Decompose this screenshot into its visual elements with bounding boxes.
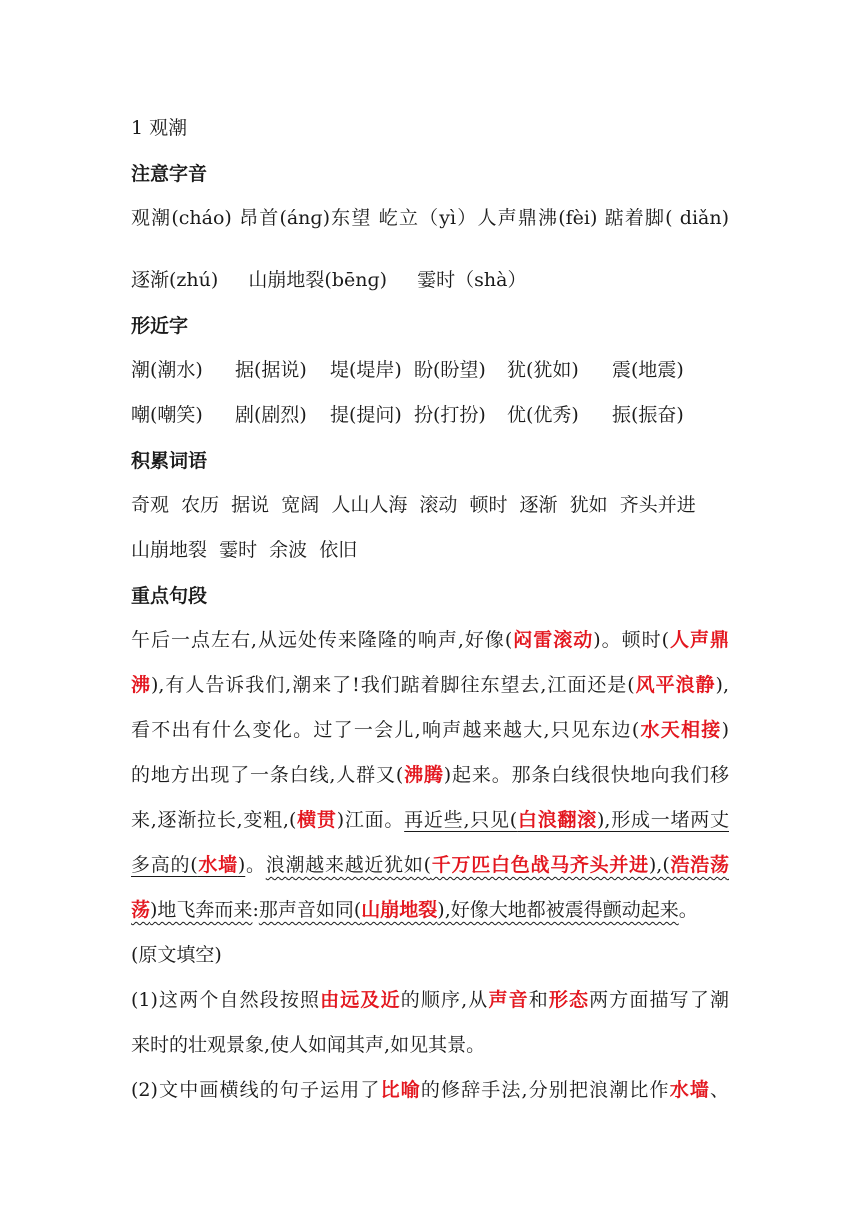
pinyin-item: 观潮(cháo) xyxy=(131,207,232,229)
similar-char-item: 据(据说) xyxy=(235,359,307,381)
similar-char-item: 潮(潮水) xyxy=(131,359,203,381)
similar-char-item: 堤(堤岸) xyxy=(330,359,402,381)
passage-text: ),形成一堵两丈 xyxy=(596,809,729,831)
answer-text: 横贯 xyxy=(296,809,337,831)
similar-char-item: 剧(剧烈) xyxy=(235,404,307,426)
underlined-sentence xyxy=(404,809,729,831)
fill-note: (原文填空) xyxy=(131,944,222,966)
passage-text: )。顿时( xyxy=(593,629,670,651)
passage-line-2 xyxy=(131,673,729,697)
underlined-sentence xyxy=(131,854,245,876)
passage-text: ) xyxy=(237,854,246,876)
similar-char-item: 嘲(嘲笑) xyxy=(131,404,203,426)
answer-text: 声音 xyxy=(488,989,529,1011)
passage-text: ),( xyxy=(648,854,670,876)
heading-similar-chars: 形近字 xyxy=(131,315,189,337)
answer-text: 水墙 xyxy=(197,854,238,876)
answer-text: 人声鼎 xyxy=(669,629,729,651)
passage-text: 来,逐渐拉长,变粗,( xyxy=(131,809,297,831)
passage-text: )地飞奔而来 xyxy=(150,899,253,921)
wavy-underlined-sentence xyxy=(259,899,679,921)
wavy-underlined-sentence xyxy=(266,854,729,876)
passage-text: 。 xyxy=(678,899,698,921)
answer-text: 闷雷滚动 xyxy=(512,629,594,651)
passage-text: 浪潮越来越近犹如( xyxy=(265,854,432,876)
heading-pronunciation: 注意字音 xyxy=(131,163,208,185)
passage-text: 午后一点左右,从远处传来隆隆的响声,好像( xyxy=(131,629,513,651)
wavy-underlined-sentence xyxy=(131,899,252,921)
pinyin-item: 山崩地裂(bēnɡ) xyxy=(248,269,388,291)
similar-char-item: 提(提问) xyxy=(330,404,402,426)
question-1-line-2: 来时的壮观景象,使人如闻其声,如见其景。 xyxy=(131,1034,486,1056)
vocabulary-line-1: 奇观 农历 据说 宽阔 人山人海 滚动 顿时 逐渐 犹如 齐头并进 xyxy=(131,494,696,516)
answer-text: 水天相接 xyxy=(639,719,722,741)
answer-text: 浩浩荡 xyxy=(669,854,729,876)
passage-text: ),有人告诉我们,潮来了!我们踮着脚往东望去,江面还是( xyxy=(150,674,635,696)
passage-text: 多高的( xyxy=(131,854,198,876)
pinyin-item: 昂首(ánɡ)东望 xyxy=(239,207,372,229)
passage-text: ) xyxy=(721,719,729,741)
similar-char-item: 盼(盼望) xyxy=(414,359,486,381)
answer-text: 千万匹白色战马齐头并进 xyxy=(431,854,649,876)
heading-vocabulary: 积累词语 xyxy=(131,450,208,472)
answer-text: 沸腾 xyxy=(403,764,444,786)
passage-line-6 xyxy=(131,853,729,877)
question-text: 两方面描写了潮 xyxy=(589,989,729,1011)
passage-line-1 xyxy=(131,628,729,652)
passage-text: ),好像大地都被震得颤动起来 xyxy=(437,899,679,921)
vocabulary-line-2: 山崩地裂 霎时 余波 依旧 xyxy=(131,539,358,561)
answer-text: 比喻 xyxy=(380,1079,421,1101)
passage-line-5 xyxy=(131,808,729,832)
answer-text: 由远及近 xyxy=(320,989,401,1011)
heading-key-passage: 重点句段 xyxy=(131,585,208,607)
similar-char-item: 振(振奋) xyxy=(612,404,684,426)
question-1-line-1 xyxy=(131,988,729,1012)
similar-char-item: 扮(打扮) xyxy=(414,404,486,426)
question-text: 的顺序,从 xyxy=(400,989,489,1011)
passage-text: )起来。那条白线很快地向我们移 xyxy=(443,764,729,786)
answer-text: 水墙 xyxy=(669,1079,710,1101)
answer-text: 沸 xyxy=(131,674,151,696)
question-text: 、 xyxy=(709,1079,729,1101)
question-text: 的修辞手法,分别把浪潮比作 xyxy=(420,1079,670,1101)
similar-char-item: 震(地震) xyxy=(612,359,684,381)
passage-text: 的地方出现了一条白线,人群又( xyxy=(131,764,404,786)
passage-text: 看不出有什么变化。过了一会儿,响声越来越大,只见东边( xyxy=(131,719,640,741)
pronunciation-line-1 xyxy=(131,206,729,230)
passage-text: 那声音如同( xyxy=(258,899,362,921)
question-2-line-1 xyxy=(131,1078,729,1102)
passage-text: 再近些,只见( xyxy=(404,809,518,831)
answer-text: 风平浪静 xyxy=(634,674,716,696)
passage-text: )江面。 xyxy=(336,809,405,831)
answer-text: 山崩地裂 xyxy=(361,899,438,921)
passage-line-3 xyxy=(131,718,729,742)
lesson-title: 1 观潮 xyxy=(131,117,188,139)
similar-char-item: 犹(犹如) xyxy=(507,359,579,381)
passage-line-7 xyxy=(131,898,698,922)
answer-text: 白浪翻滚 xyxy=(517,809,597,831)
pinyin-item: 霎时（shà） xyxy=(417,269,527,291)
question-text: (2)文中画横线的句子运用了 xyxy=(131,1079,381,1101)
pinyin-item: 踮着脚( diǎn) xyxy=(604,207,730,229)
passage-text: : xyxy=(252,899,259,921)
answer-text: 荡 xyxy=(131,899,151,921)
passage-text: ), xyxy=(715,674,729,696)
pinyin-item: 屹立（yì）人声鼎沸(fèi) xyxy=(378,207,598,229)
pronunciation-line-2 xyxy=(131,268,526,292)
answer-text: 形态 xyxy=(548,989,590,1011)
question-text: 和 xyxy=(528,989,549,1011)
passage-text: 。 xyxy=(245,854,266,876)
passage-line-4 xyxy=(131,763,729,787)
similar-char-item: 优(优秀) xyxy=(507,404,579,426)
pinyin-item: 逐渐(zhú) xyxy=(131,269,219,291)
question-text: (1)这两个自然段按照 xyxy=(131,989,321,1011)
